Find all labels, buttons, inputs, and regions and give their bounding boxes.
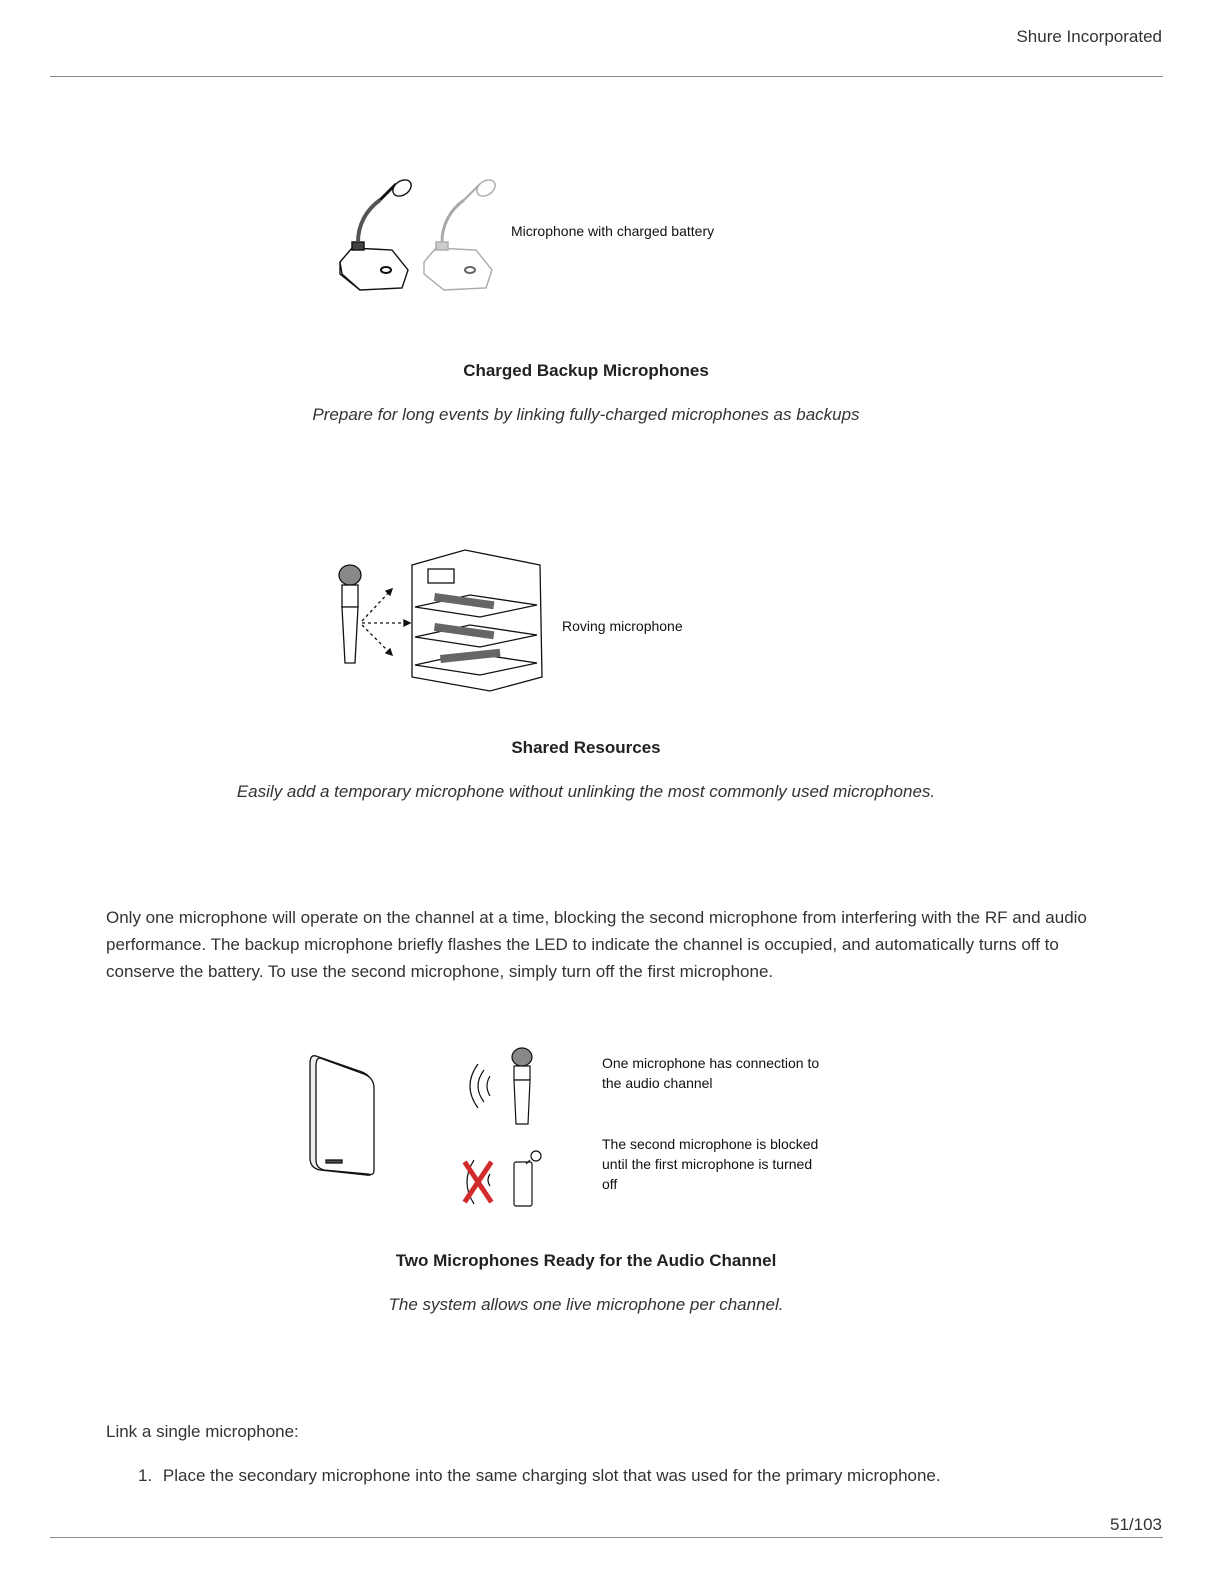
figure1-label: Microphone with charged battery — [511, 223, 715, 239]
figure2-title: Shared Resources — [511, 738, 661, 757]
figure3-blocked-label — [602, 1134, 818, 1194]
figure3-connected-label-line1: One microphone has connection to — [602, 1055, 820, 1071]
figure3-connected-label — [602, 1053, 819, 1093]
figure3-blocked-label-line2: until the first microphone is turned — [602, 1156, 813, 1172]
figure3-blocked-label-line1: The second microphone is blocked — [602, 1136, 819, 1152]
figure3-connected-label-line2: the audio channel — [602, 1075, 713, 1091]
footer-divider — [50, 1537, 1163, 1538]
figure3-subtitle: The system allows one live microphone per channel. — [388, 1295, 784, 1314]
connected-handheld-mic-icon — [460, 1046, 535, 1128]
page-number: 51/103 — [1110, 1515, 1162, 1534]
roving-microphone-illustration — [330, 545, 550, 695]
step-text: Place the secondary microphone into the same charging slot that was used for the primary microphone. — [162, 1466, 941, 1485]
blocked-x-icon — [460, 1160, 496, 1204]
figure3-title: Two Microphones Ready for the Audio Channel — [395, 1251, 777, 1270]
receiver-icon — [306, 1052, 378, 1178]
figure1-subtitle: Prepare for long events by linking fully-charged microphones as backups — [312, 405, 860, 424]
figure1-title: Charged Backup Microphones — [463, 361, 709, 380]
step-number: 1. — [138, 1466, 153, 1485]
gooseneck-microphones-illustration — [330, 170, 510, 300]
procedure-step-1 — [138, 1466, 941, 1486]
header-divider — [50, 76, 1163, 77]
body-paragraph: Only one microphone will operate on the channel at a time, blocking the second microphone from interfering with the RF and audio performance. The backup microphone briefly flashes the LED to indicate the channel is occupied, and automatically turns off to conserve the battery. To use the second microphone, simply turn off the first microphone. — [106, 908, 1087, 981]
figure2-subtitle: Easily add a temporary microphone without unlinking the most commonly used microphones. — [236, 782, 936, 801]
procedure-intro: Link a single microphone: — [106, 1422, 299, 1441]
header-company: Shure Incorporated — [1016, 27, 1162, 46]
figure3-blocked-label-line3: off — [602, 1176, 618, 1192]
figure2-label: Roving microphone — [562, 618, 683, 634]
